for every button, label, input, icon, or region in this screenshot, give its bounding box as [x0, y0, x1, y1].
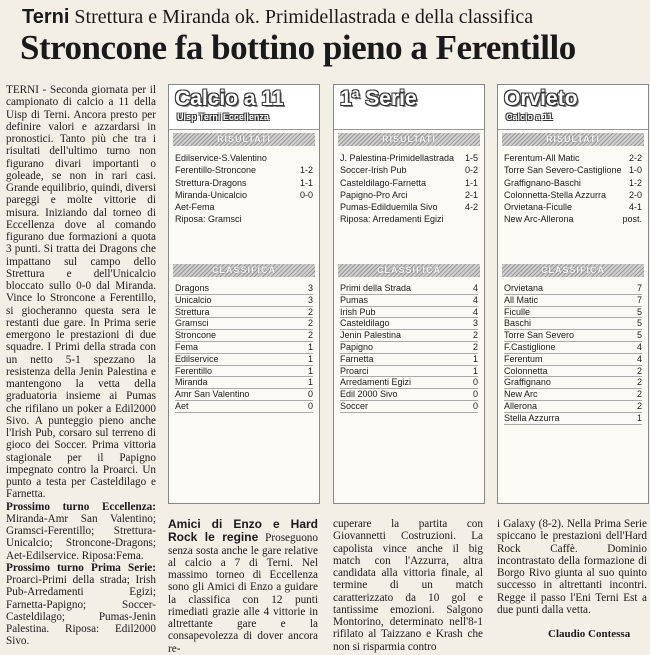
- standing-row: [504, 295, 642, 307]
- result-row: [504, 213, 642, 225]
- result-match: Riposa: Arredamenti Egizi: [340, 214, 444, 225]
- box-subtitle: Calcio a 11: [506, 112, 553, 122]
- next-prima-label: Prossimo turno Prima Serie:: [6, 561, 156, 574]
- result-match: Papigno-Pro Arci: [340, 189, 408, 200]
- subhead: Amici di Enzo e Hard Rock le regine: [168, 517, 318, 545]
- standing-row: [340, 283, 478, 295]
- result-match: Colonnetta-Stella Azzurra: [504, 189, 607, 200]
- result-match: Strettura-Dragons: [175, 177, 247, 188]
- standing-row: [340, 307, 478, 319]
- result-row: [340, 177, 478, 189]
- standing-team: Papigno: [340, 341, 374, 352]
- standing-row: [504, 366, 642, 378]
- standing-row: [175, 318, 313, 330]
- standing-points: 0: [307, 400, 313, 411]
- standing-row: [504, 342, 642, 354]
- standing-points: 0: [472, 389, 478, 400]
- result-score: 1-2: [299, 165, 313, 176]
- standing-points: 2: [307, 318, 313, 329]
- standings: [169, 261, 319, 413]
- result-match: Orvietana-Ficulle: [504, 202, 573, 212]
- standing-team: Colonnetta: [504, 365, 548, 376]
- result-score: post.: [622, 214, 642, 225]
- standing-team: Torre San Severo: [504, 330, 575, 341]
- result-match: New Arc-Allerona: [504, 214, 574, 225]
- standing-team: Allerona: [504, 400, 538, 411]
- standing-points: 5: [636, 306, 642, 317]
- box-prima-serie: [333, 84, 485, 504]
- kicker-text: Strettura e Miranda ok. Primidellastrada e della classifica: [74, 6, 534, 28]
- article-col-3: [333, 518, 483, 653]
- standing-team: Pumas: [340, 294, 369, 305]
- result-match: Riposa: Gramsci: [175, 214, 242, 225]
- results-list: [334, 152, 484, 226]
- kicker-city: Terni: [22, 6, 70, 28]
- standing-team: Soccer: [340, 400, 369, 411]
- standing-row: [175, 401, 313, 413]
- standing-points: 1: [636, 412, 642, 423]
- standing-team: Dragons: [175, 283, 210, 293]
- standing-row: [504, 318, 642, 330]
- standings: [334, 261, 484, 413]
- standing-row: [175, 377, 313, 389]
- result-score: 2-0: [628, 189, 642, 200]
- standing-row: [175, 330, 313, 342]
- result-match: Pumas-Edilduemila Sivo: [340, 202, 438, 212]
- standing-points: 1: [307, 377, 313, 388]
- result-match: Casteldilago-Farnetta: [340, 177, 427, 188]
- box-title: 1ª Serie: [340, 87, 417, 110]
- result-row: [504, 152, 642, 164]
- standing-points: 4: [636, 341, 642, 352]
- standing-row: [504, 307, 642, 319]
- standing-row: [175, 342, 313, 354]
- standing-points: 2: [472, 341, 478, 352]
- standing-row: [340, 330, 478, 342]
- result-row: [175, 164, 313, 176]
- standing-points: 7: [636, 294, 642, 305]
- standing-row: [504, 354, 642, 366]
- next-prima-text: Proarci-Primi della strada; Irish Pub-Arredamenti Egizi; Farnetta-Papigno; Soccer-Casteldilago; Pumas-Jenin Palestina. Riposa: Edil2000 Sivo.: [6, 574, 156, 648]
- standing-row: [175, 389, 313, 401]
- standing-team: Jenin Palestina: [340, 330, 402, 341]
- kicker: [22, 6, 642, 29]
- result-score: 1-1: [464, 177, 478, 188]
- result-score: 1-0: [628, 165, 642, 176]
- standing-row: [340, 295, 478, 307]
- standing-team: Miranda: [175, 377, 208, 388]
- standing-team: Ficulle: [504, 306, 531, 317]
- standing-team: New Arc: [504, 389, 538, 400]
- standing-team: Aet: [175, 400, 189, 411]
- standing-points: 2: [307, 306, 313, 317]
- box-subtitle: Uisp Terni Eccellenza: [177, 112, 269, 122]
- standing-points: 2: [636, 389, 642, 400]
- standing-points: 1: [307, 365, 313, 376]
- standing-points: 3: [307, 283, 313, 293]
- result-row: [340, 189, 478, 201]
- article-col-4: [497, 518, 647, 616]
- standing-row: [340, 401, 478, 413]
- standing-row: [340, 389, 478, 401]
- standing-team: Irish Pub: [340, 306, 376, 317]
- result-row: [175, 152, 313, 164]
- standing-row: [175, 283, 313, 295]
- result-score: 2-2: [628, 153, 642, 163]
- box-title: Orvieto: [504, 87, 578, 110]
- standing-team: Ferentillo: [175, 365, 213, 376]
- article-body: [6, 84, 156, 648]
- result-row: [340, 152, 478, 164]
- standing-points: 1: [472, 353, 478, 364]
- result-score: 0-2: [464, 165, 478, 176]
- result-row: [175, 177, 313, 189]
- result-score: 1-1: [299, 177, 313, 188]
- result-score: 4-2: [464, 202, 478, 212]
- standing-row: [504, 413, 642, 425]
- standing-row: [340, 377, 478, 389]
- result-match: Torre San Severo-Castiglione: [504, 165, 622, 176]
- result-match: Miranda-Unicalcio: [175, 189, 248, 200]
- standing-points: 3: [307, 294, 313, 305]
- col2-text: Proseguono senza sosta anche le gare relative al calcio a 7 di Terni. Nel massimo torneo di Eccellenza sono gli Amici di Enzo a guidare la classifica con 12 punti rimediati grazie alle 4 vittorie in altrettante gare e la consapevolezza di dover ancora re-: [168, 532, 318, 655]
- standing-team: Graffignano: [504, 377, 551, 388]
- standing-row: [340, 366, 478, 378]
- result-score: 1-2: [628, 177, 642, 188]
- standing-points: 1: [307, 353, 313, 364]
- standings-band: CLASSIFICA: [173, 264, 315, 277]
- box-eccellenza: [168, 84, 320, 504]
- result-row: [340, 164, 478, 176]
- result-match: Soccer-Irish Pub: [340, 165, 407, 176]
- standing-team: Strettura: [175, 306, 210, 317]
- standing-row: [175, 354, 313, 366]
- result-match: Edilservice-S.Valentino: [175, 153, 267, 163]
- result-row: [175, 201, 313, 213]
- standing-row: [340, 318, 478, 330]
- standing-team: Gramsci: [175, 318, 209, 329]
- standing-points: 2: [472, 330, 478, 341]
- standing-row: [340, 354, 478, 366]
- result-score: 1-5: [464, 153, 478, 163]
- standing-team: Edilservice: [175, 353, 219, 364]
- standing-team: Orvietana: [504, 283, 544, 293]
- standing-team: Primi della Strada: [340, 283, 412, 293]
- next-ecc-label: Prossimo turno Eccellenza:: [6, 500, 156, 513]
- col3-text: cuperare la partita con Giovannetti Costruzioni. La capolista vince anche il big match con l'Azzurra, altra candidata alla vittoria finale, al termine di un match caratterizzato da 10 gol e tantissime emozioni. Salgono Montorino, determinato nell'8-1 rifilato al Taizzano e Krash che non si risparmia contro: [333, 518, 483, 653]
- result-match: Ferentum-All Matic: [504, 153, 580, 163]
- article-col-2: [168, 518, 318, 655]
- box-orvieto: [497, 84, 649, 504]
- results-band: RISULTATI: [338, 133, 480, 146]
- standing-team: Edil 2000 Sivo: [340, 389, 398, 400]
- box-title: Calcio a 11: [175, 87, 284, 110]
- results-list: [498, 152, 648, 226]
- results-band: RISULTATI: [502, 133, 644, 146]
- box-header: [498, 85, 648, 130]
- standing-team: Amr San Valentino: [175, 389, 250, 400]
- standing-team: Unicalcio: [175, 294, 212, 305]
- standing-points: 2: [636, 400, 642, 411]
- result-score: 4-1: [628, 202, 642, 212]
- standing-row: [175, 295, 313, 307]
- standing-points: 0: [472, 377, 478, 388]
- standing-team: Casteldilago: [340, 318, 390, 329]
- standing-points: 1: [307, 341, 313, 352]
- article-intro: TERNI - Seconda giornata per il campionato di calcio a 11 della Uisp di Terni. Ancora presto per definire valori e azzardarsi in pronostici. Tanto più che tra i risultati dell'ultimo turno non figurano divari importanti o goleade, se non in rari casi. Grande equilibrio, quindi, diversi pareggi e molte vittorie di misura. Iniziando dal torneo di Eccellenza dove al comando figurano due formazioni a quota 3 punti. Si tratta dei Dragons che impattano sul campo dello Strettura e dell'Unicalcio bloccato sullo 0-0 dal Miranda. Vince lo Stroncone a Ferentillo, si giocheranno questa sera le restanti due gare. In Prima serie emergono le prestazioni di due squadre. I Primi della strada con un netto 5-1 spezzano la resistenza della Jenin Palestina e mantengono la vetta della graduatoria insieme ai Pumas che rifilano un poker a Edil2000 Sivo. A punteggio pieno anche l'Irish Pub, corsaro sul terreno di gioco dei Soccer. Prima vittoria stagionale per il Papigno impegnato contro la Proarci. Un punto a testa per Casteldilago e Farnetta.: [6, 84, 156, 501]
- standing-team: Fema: [175, 341, 199, 352]
- result-row: [175, 213, 313, 225]
- result-row: [340, 213, 478, 225]
- standing-points: 7: [636, 283, 642, 293]
- standing-points: 0: [472, 400, 478, 411]
- byline: Claudio Contessa: [548, 628, 631, 640]
- result-match: Ferentillo-Stroncone: [175, 165, 257, 176]
- standing-points: 4: [472, 283, 478, 293]
- result-row: [504, 201, 642, 213]
- standing-points: 4: [472, 306, 478, 317]
- result-row: [504, 189, 642, 201]
- standing-row: [175, 366, 313, 378]
- standing-points: 5: [636, 330, 642, 341]
- standing-team: Ferentum: [504, 353, 543, 364]
- result-row: [175, 189, 313, 201]
- standing-team: Stroncone: [175, 330, 217, 341]
- result-row: [504, 177, 642, 189]
- result-score: 2-1: [464, 189, 478, 200]
- standing-points: 0: [307, 389, 313, 400]
- standing-row: [504, 389, 642, 401]
- standing-row: [340, 342, 478, 354]
- standing-team: Arredamenti Egizi: [340, 377, 412, 388]
- standing-points: 5: [636, 318, 642, 329]
- box-header: [334, 85, 484, 130]
- next-ecc-text: Miranda-Amr San Valentino; Gramsci-Ferentillo; Strettura-Unicalcio; Stroncone-Dragons; Aet-Edilservice. Riposa:Fema.: [6, 512, 156, 562]
- standing-row: [175, 307, 313, 319]
- standing-row: [504, 401, 642, 413]
- result-match: J. Palestina-Primidellastrada: [340, 153, 455, 163]
- standing-team: Stella Azzurra: [504, 412, 560, 423]
- standings-band: CLASSIFICA: [502, 264, 644, 277]
- result-score: 0-0: [299, 189, 313, 200]
- standing-points: 2: [636, 365, 642, 376]
- standing-row: [504, 377, 642, 389]
- standing-team: Farnetta: [340, 353, 374, 364]
- standing-row: [504, 330, 642, 342]
- standings: [498, 261, 648, 425]
- standing-points: 3: [472, 318, 478, 329]
- standing-points: 2: [307, 330, 313, 341]
- result-match: Aet-Fema: [175, 202, 215, 212]
- standing-points: 1: [472, 365, 478, 376]
- standing-row: [504, 283, 642, 295]
- result-row: [340, 201, 478, 213]
- standing-points: 4: [636, 353, 642, 364]
- standing-team: Proarci: [340, 365, 369, 376]
- col4-text: i Galaxy (8-2). Nella Prima Serie spiccano le prestazioni dell'Hard Rock Caffè. Dominio incontrastato della formazione di Borgo Rivo giunta al suo quinto successo in altrettanti incontri. Regge il passo l'Eni Terni Est a due punti dalla vetta.: [497, 518, 647, 616]
- results-list: [169, 152, 319, 226]
- headline: Stroncone fa bottino pieno a Ferentillo: [20, 28, 576, 67]
- standing-team: Baschi: [504, 318, 532, 329]
- results-band: RISULTATI: [173, 133, 315, 146]
- standing-team: F.Castiglione: [504, 341, 556, 352]
- standing-team: All Matic: [504, 294, 539, 305]
- box-header: [169, 85, 319, 130]
- result-row: [504, 164, 642, 176]
- standing-points: 2: [636, 377, 642, 388]
- standings-band: CLASSIFICA: [338, 264, 480, 277]
- standing-points: 4: [472, 294, 478, 305]
- result-match: Graffignano-Baschi: [504, 177, 581, 188]
